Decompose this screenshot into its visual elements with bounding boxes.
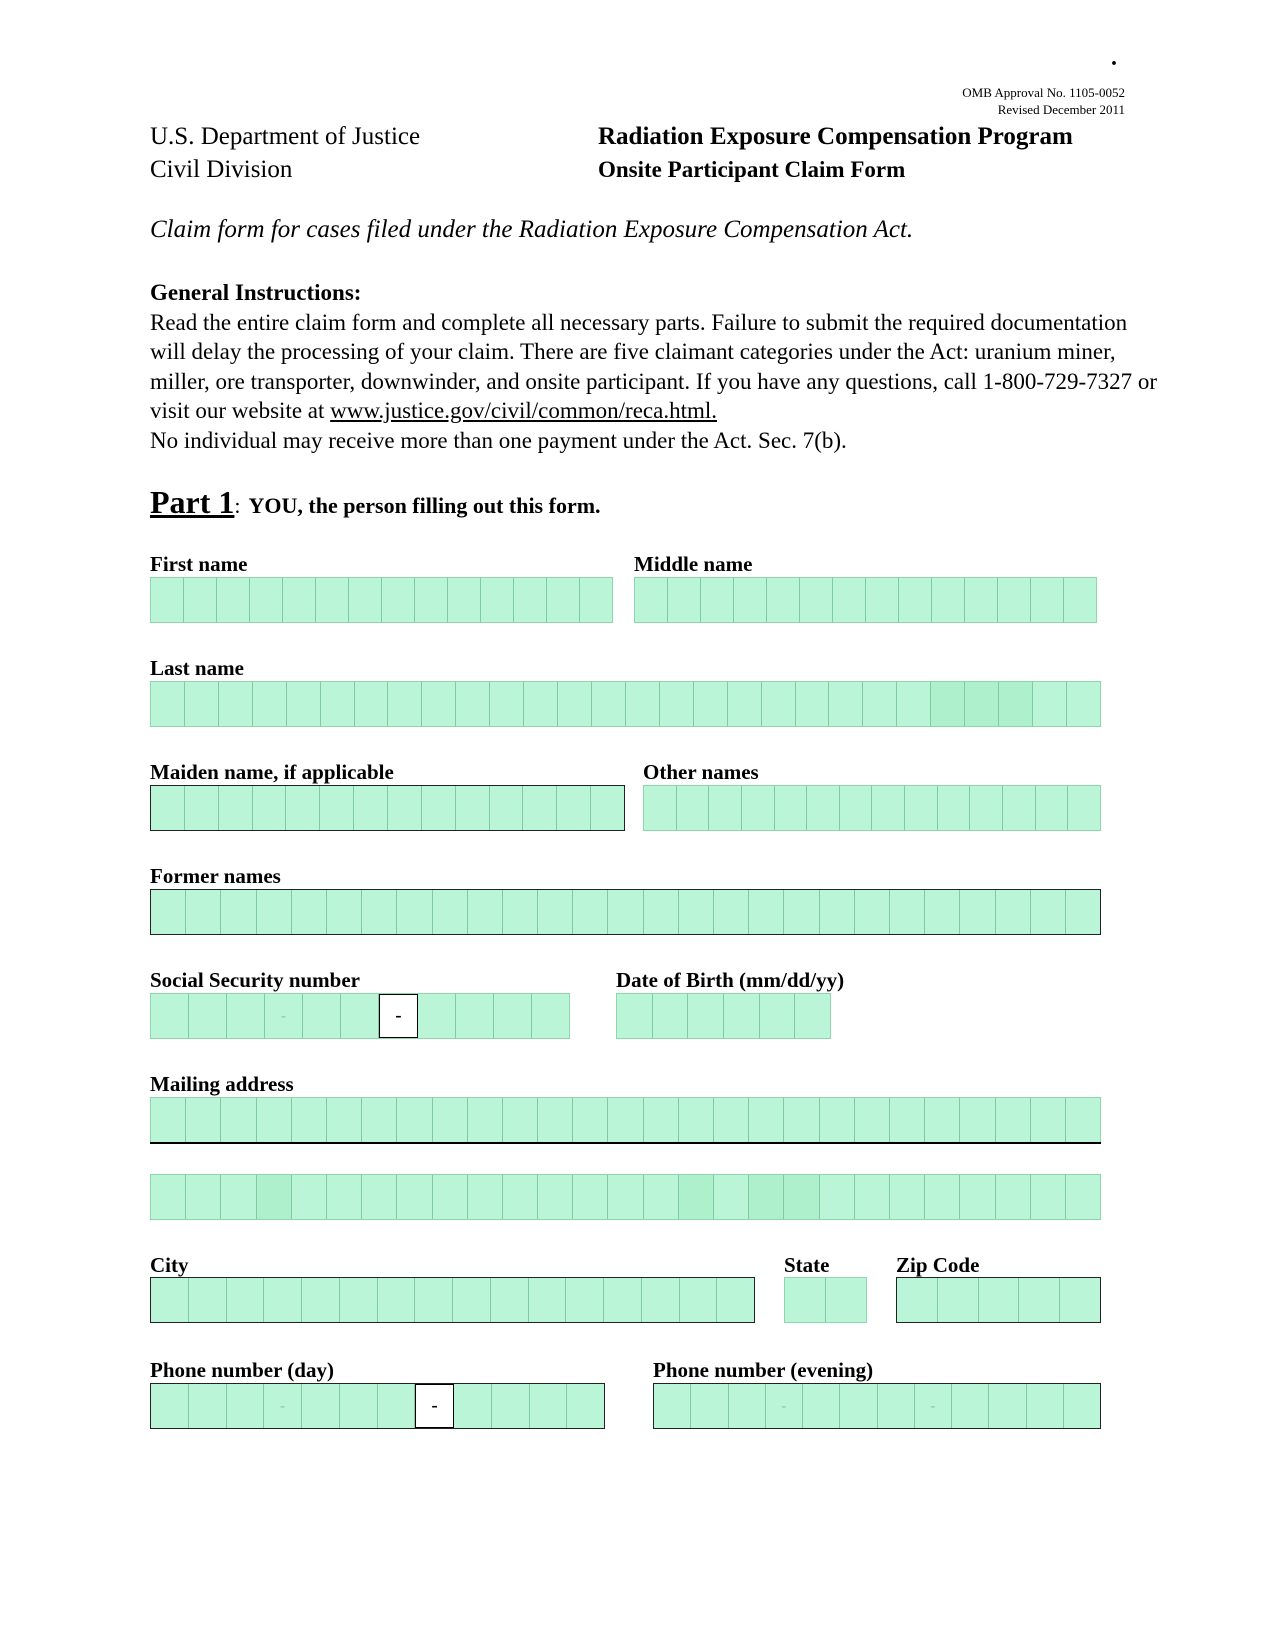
former-names-box[interactable] [820, 890, 855, 934]
former-names-label: Former names [150, 864, 281, 888]
other-names-box[interactable] [775, 786, 808, 830]
last-name-box[interactable] [796, 682, 830, 726]
ssn-label: Social Security number [150, 968, 360, 992]
first-name-box[interactable] [448, 578, 481, 622]
maiden-name-box[interactable] [490, 786, 524, 830]
maiden-name-box[interactable] [354, 786, 388, 830]
first-name-box[interactable] [151, 578, 184, 622]
address-box[interactable] [1066, 1175, 1100, 1219]
other-names-box[interactable] [840, 786, 873, 830]
other-names-box[interactable] [872, 786, 905, 830]
address-box[interactable] [186, 1098, 221, 1142]
corner-mark: . [1111, 45, 1117, 71]
last-name-box[interactable] [388, 682, 422, 726]
former-names-box[interactable] [749, 890, 784, 934]
state-field[interactable] [784, 1277, 867, 1323]
middle-name-box[interactable] [998, 578, 1031, 622]
city-box[interactable] [189, 1278, 227, 1322]
other-names-field[interactable] [643, 785, 1101, 831]
agency-block [150, 120, 420, 186]
first-name-label: First name [150, 552, 248, 576]
ssn-separator [265, 994, 303, 1038]
phone-day-field[interactable] [150, 1383, 605, 1429]
middle-name-box[interactable] [833, 578, 866, 622]
address-box[interactable] [714, 1098, 749, 1142]
zip-label: Zip Code [896, 1253, 980, 1277]
maiden-name-box[interactable] [388, 786, 422, 830]
maiden-name-box[interactable] [591, 786, 624, 830]
former-names-box[interactable] [433, 890, 468, 934]
state-box[interactable] [785, 1278, 826, 1322]
other-names-box[interactable] [1003, 786, 1036, 830]
last-name-box[interactable] [185, 682, 219, 726]
middle-name-box[interactable] [899, 578, 932, 622]
ssn-box[interactable] [494, 994, 532, 1038]
zip-box[interactable] [1060, 1278, 1100, 1322]
ssn-box[interactable] [303, 994, 341, 1038]
other-names-box[interactable] [742, 786, 775, 830]
program-name: Radiation Exposure Compensation Program [598, 123, 1073, 150]
division-name: Civil Division [150, 156, 293, 183]
last-name-box[interactable] [422, 682, 456, 726]
zip-box[interactable] [938, 1278, 979, 1322]
former-names-box[interactable] [679, 890, 714, 934]
city-field[interactable] [150, 1277, 755, 1323]
phone-evening-label: Phone number (evening) [653, 1358, 874, 1382]
middle-name-box[interactable] [635, 578, 668, 622]
phone-day-box[interactable] [567, 1384, 604, 1428]
last-name-box[interactable] [728, 682, 762, 726]
former-names-box[interactable] [221, 890, 256, 934]
maiden-name-box[interactable] [422, 786, 456, 830]
address-box[interactable] [608, 1175, 643, 1219]
address-box[interactable] [538, 1175, 573, 1219]
address-box[interactable] [1031, 1175, 1066, 1219]
first-name-box[interactable] [382, 578, 415, 622]
phone-day-separator [264, 1384, 302, 1428]
phone-evening-box[interactable] [691, 1384, 728, 1428]
address-box[interactable] [151, 1098, 186, 1142]
address-box[interactable] [960, 1098, 995, 1142]
city-box[interactable] [717, 1278, 754, 1322]
ssn-box[interactable] [532, 994, 569, 1038]
last-name-box[interactable] [592, 682, 626, 726]
instructions-title: General Instructions: [150, 280, 362, 305]
city-box[interactable] [151, 1278, 189, 1322]
address-box[interactable] [890, 1098, 925, 1142]
phone-day-box[interactable] [227, 1384, 265, 1428]
other-names-box[interactable] [677, 786, 710, 830]
maiden-name-box[interactable] [286, 786, 320, 830]
maiden-name-box[interactable] [456, 786, 490, 830]
part1-label: Part 1 [150, 484, 235, 520]
former-names-box[interactable] [925, 890, 960, 934]
address-box[interactable] [1031, 1098, 1066, 1142]
address-box[interactable] [397, 1175, 432, 1219]
other-names-box[interactable] [1036, 786, 1069, 830]
phone-evening-separator [766, 1384, 803, 1428]
former-names-box[interactable] [292, 890, 327, 934]
phone-evening-box[interactable] [654, 1384, 691, 1428]
middle-name-field[interactable] [634, 577, 1097, 623]
mailing-address-line1[interactable] [150, 1097, 1101, 1143]
former-names-box[interactable] [960, 890, 995, 934]
revised-date: Revised December 2011 [997, 102, 1125, 117]
last-name-box[interactable] [660, 682, 694, 726]
address-box[interactable] [960, 1175, 995, 1219]
phone-day-box[interactable] [151, 1384, 189, 1428]
department-name: U.S. Department of Justice [150, 123, 421, 150]
last-name-box[interactable] [219, 682, 253, 726]
former-names-box[interactable] [855, 890, 890, 934]
address-box[interactable] [644, 1175, 679, 1219]
ssn-dash: - [379, 994, 418, 1038]
address-box[interactable] [855, 1175, 890, 1219]
maiden-name-field[interactable] [150, 785, 625, 831]
city-box[interactable] [604, 1278, 642, 1322]
city-box[interactable] [642, 1278, 680, 1322]
first-name-box[interactable] [547, 578, 580, 622]
address-box[interactable] [644, 1098, 679, 1142]
middle-name-box[interactable] [1064, 578, 1096, 622]
address-box[interactable] [1066, 1098, 1100, 1142]
last-name-box[interactable] [321, 682, 355, 726]
ssn-field[interactable] [150, 993, 570, 1039]
maiden-name-box[interactable] [151, 786, 185, 830]
city-box[interactable] [302, 1278, 340, 1322]
last-name-box[interactable] [965, 682, 999, 726]
last-name-box[interactable] [931, 682, 965, 726]
last-name-box[interactable] [999, 682, 1033, 726]
instructions-body: Read the entire claim form and complete all necessary parts. Failure to submit the required documentation will delay the processing of your claim. There are five claimant categories under the Act: uranium miner, miller, ore transporter, downwinder, and onsite participant. If you have any questions, call 1-800-729-7327 or visit our website at [150, 309, 1158, 423]
phone-day-label: Phone number (day) [150, 1358, 334, 1382]
former-names-box[interactable] [362, 890, 397, 934]
middle-name-box[interactable] [800, 578, 833, 622]
address-box[interactable] [433, 1175, 468, 1219]
dob-box[interactable] [724, 994, 760, 1038]
ssn-box[interactable] [456, 994, 494, 1038]
part1-heading [150, 484, 601, 521]
former-names-box[interactable] [257, 890, 292, 934]
address-box[interactable] [608, 1098, 643, 1142]
address-box[interactable] [749, 1098, 784, 1142]
phone-evening-box[interactable] [729, 1384, 766, 1428]
zip-field[interactable] [896, 1277, 1101, 1323]
middle-name-box[interactable] [932, 578, 965, 622]
maiden-name-box[interactable] [320, 786, 354, 830]
ssn-box[interactable] [227, 994, 265, 1038]
last-name-box[interactable] [524, 682, 558, 726]
last-name-box[interactable] [355, 682, 389, 726]
former-names-field[interactable] [150, 889, 1101, 935]
dob-box[interactable] [653, 994, 689, 1038]
address-box[interactable] [679, 1098, 714, 1142]
dob-box[interactable] [760, 994, 796, 1038]
city-box[interactable] [491, 1278, 529, 1322]
address-box[interactable] [820, 1175, 855, 1219]
phone-day-box[interactable] [530, 1384, 568, 1428]
middle-name-box[interactable] [866, 578, 899, 622]
dob-field[interactable] [616, 993, 831, 1039]
address-box[interactable] [855, 1098, 890, 1142]
city-label: City [150, 1253, 189, 1277]
former-names-box[interactable] [573, 890, 608, 934]
former-names-box[interactable] [784, 890, 819, 934]
former-names-box[interactable] [1066, 890, 1100, 934]
dob-label: Date of Birth (mm/dd/yy) [616, 968, 845, 992]
phone-day-box[interactable] [189, 1384, 227, 1428]
first-name-box[interactable] [481, 578, 514, 622]
phone-day-box[interactable] [302, 1384, 340, 1428]
last-name-box[interactable] [1033, 682, 1067, 726]
address-box[interactable] [784, 1175, 819, 1219]
former-names-box[interactable] [1031, 890, 1066, 934]
former-names-box[interactable] [327, 890, 362, 934]
former-names-box[interactable] [644, 890, 679, 934]
general-instructions [150, 278, 1160, 455]
address-box[interactable] [221, 1098, 256, 1142]
zip-box[interactable] [1019, 1278, 1060, 1322]
omb-approval: OMB Approval No. 1105-0052 [962, 85, 1125, 100]
maiden-name-box[interactable] [523, 786, 557, 830]
ssn-box[interactable] [151, 994, 189, 1038]
address-box[interactable] [292, 1175, 327, 1219]
maiden-name-box[interactable] [253, 786, 287, 830]
first-name-box[interactable] [580, 578, 612, 622]
dob-box[interactable] [617, 994, 653, 1038]
last-name-box[interactable] [694, 682, 728, 726]
city-box[interactable] [378, 1278, 416, 1322]
last-name-box[interactable] [762, 682, 796, 726]
middle-name-box[interactable] [701, 578, 734, 622]
address-box[interactable] [327, 1098, 362, 1142]
phone-evening-box[interactable] [1064, 1384, 1100, 1428]
form-title: Onsite Participant Claim Form [598, 157, 906, 182]
phone-evening-field[interactable] [653, 1383, 1101, 1429]
part1-title: YOU, the person filling out this form. [248, 493, 601, 518]
last-name-field[interactable] [150, 681, 1101, 727]
address-box[interactable] [186, 1175, 221, 1219]
first-name-box[interactable] [250, 578, 283, 622]
address-box[interactable] [679, 1175, 714, 1219]
website-link[interactable]: www.justice.gov/civil/common/reca.html. [330, 398, 718, 423]
address-box[interactable] [996, 1175, 1031, 1219]
address-box[interactable] [292, 1098, 327, 1142]
address-box[interactable] [257, 1175, 292, 1219]
first-name-box[interactable] [316, 578, 349, 622]
last-name-box[interactable] [456, 682, 490, 726]
other-names-box[interactable] [1068, 786, 1100, 830]
last-name-box[interactable] [626, 682, 660, 726]
last-name-box[interactable] [151, 682, 185, 726]
former-names-box[interactable] [468, 890, 503, 934]
state-box[interactable] [826, 1278, 866, 1322]
first-name-box[interactable] [283, 578, 316, 622]
former-names-box[interactable] [538, 890, 573, 934]
zip-box[interactable] [979, 1278, 1020, 1322]
ssn-box[interactable] [341, 994, 379, 1038]
phone-evening-box[interactable] [803, 1384, 840, 1428]
city-box[interactable] [415, 1278, 453, 1322]
address-box[interactable] [925, 1175, 960, 1219]
former-names-box[interactable] [890, 890, 925, 934]
mailing-address-label: Mailing address [150, 1072, 294, 1096]
address-box[interactable] [503, 1098, 538, 1142]
address-box[interactable] [257, 1098, 292, 1142]
first-name-box[interactable] [349, 578, 382, 622]
other-names-label: Other names [643, 760, 759, 784]
phone-evening-box[interactable] [840, 1384, 877, 1428]
address-box[interactable] [573, 1098, 608, 1142]
other-names-box[interactable] [970, 786, 1003, 830]
former-names-box[interactable] [186, 890, 221, 934]
other-names-box[interactable] [938, 786, 971, 830]
former-names-box[interactable] [397, 890, 432, 934]
dob-box[interactable] [688, 994, 724, 1038]
middle-name-box[interactable] [965, 578, 998, 622]
middle-name-box[interactable] [767, 578, 800, 622]
address-box[interactable] [714, 1175, 749, 1219]
first-name-box[interactable] [217, 578, 250, 622]
phone-evening-separator [915, 1384, 952, 1428]
other-names-box[interactable] [709, 786, 742, 830]
city-box[interactable] [529, 1278, 567, 1322]
dob-box[interactable] [795, 994, 830, 1038]
city-box[interactable] [227, 1278, 265, 1322]
first-name-box[interactable] [184, 578, 217, 622]
address-box[interactable] [538, 1098, 573, 1142]
former-names-box[interactable] [608, 890, 643, 934]
city-box[interactable] [264, 1278, 302, 1322]
address-box[interactable] [468, 1175, 503, 1219]
phone-evening-box[interactable] [878, 1384, 915, 1428]
address-box[interactable] [151, 1175, 186, 1219]
ssn-box[interactable] [189, 994, 227, 1038]
first-name-field[interactable] [150, 577, 613, 623]
instructions-note: No individual may receive more than one payment under the Act. Sec. 7(b). [150, 427, 847, 453]
last-name-box[interactable] [863, 682, 897, 726]
other-names-box[interactable] [905, 786, 938, 830]
address-box[interactable] [784, 1098, 819, 1142]
address-box[interactable] [573, 1175, 608, 1219]
address-underline [150, 1142, 1101, 1144]
address-box[interactable] [503, 1175, 538, 1219]
phone-day-box[interactable] [378, 1384, 416, 1428]
former-names-box[interactable] [151, 890, 186, 934]
middle-name-box[interactable] [668, 578, 701, 622]
intro-text: Claim form for cases filed under the Radiation Exposure Compensation Act. [150, 216, 914, 243]
mailing-address-line2[interactable] [150, 1174, 1101, 1220]
program-block [598, 120, 1073, 186]
address-box[interactable] [221, 1175, 256, 1219]
city-box[interactable] [566, 1278, 604, 1322]
phone-day-dash: - [415, 1384, 454, 1428]
maiden-name-box[interactable] [219, 786, 253, 830]
state-label: State [784, 1253, 830, 1277]
last-name-box[interactable] [1067, 682, 1100, 726]
omb-block [962, 84, 1125, 118]
other-names-box[interactable] [644, 786, 677, 830]
ssn-box[interactable] [418, 994, 456, 1038]
maiden-name-label: Maiden name, if applicable [150, 760, 394, 784]
former-names-box[interactable] [996, 890, 1031, 934]
last-name-box[interactable] [897, 682, 931, 726]
maiden-name-box[interactable] [185, 786, 219, 830]
phone-day-box[interactable] [492, 1384, 530, 1428]
middle-name-box[interactable] [734, 578, 767, 622]
last-name-box[interactable] [253, 682, 287, 726]
address-box[interactable] [397, 1098, 432, 1142]
address-box[interactable] [468, 1098, 503, 1142]
last-name-label: Last name [150, 656, 244, 680]
first-name-box[interactable] [514, 578, 547, 622]
middle-name-box[interactable] [1031, 578, 1064, 622]
address-box[interactable] [362, 1098, 397, 1142]
address-box[interactable] [925, 1098, 960, 1142]
address-box[interactable] [433, 1098, 468, 1142]
last-name-box[interactable] [490, 682, 524, 726]
other-names-box[interactable] [807, 786, 840, 830]
address-box[interactable] [996, 1098, 1031, 1142]
zip-box[interactable] [897, 1278, 938, 1322]
phone-day-box[interactable] [454, 1384, 492, 1428]
city-box[interactable] [680, 1278, 718, 1322]
former-names-box[interactable] [714, 890, 749, 934]
middle-name-label: Middle name [634, 552, 753, 576]
last-name-box[interactable] [287, 682, 321, 726]
phone-day-box[interactable] [340, 1384, 378, 1428]
phone-evening-box[interactable] [952, 1384, 989, 1428]
part1-colon: : [234, 493, 241, 518]
former-names-box[interactable] [503, 890, 538, 934]
phone-evening-box[interactable] [989, 1384, 1026, 1428]
last-name-box[interactable] [829, 682, 863, 726]
address-box[interactable] [820, 1098, 855, 1142]
first-name-box[interactable] [415, 578, 448, 622]
address-box[interactable] [362, 1175, 397, 1219]
address-box[interactable] [749, 1175, 784, 1219]
city-box[interactable] [340, 1278, 378, 1322]
phone-evening-box[interactable] [1027, 1384, 1064, 1428]
maiden-name-box[interactable] [557, 786, 591, 830]
last-name-box[interactable] [558, 682, 592, 726]
city-box[interactable] [453, 1278, 491, 1322]
address-box[interactable] [890, 1175, 925, 1219]
address-box[interactable] [327, 1175, 362, 1219]
